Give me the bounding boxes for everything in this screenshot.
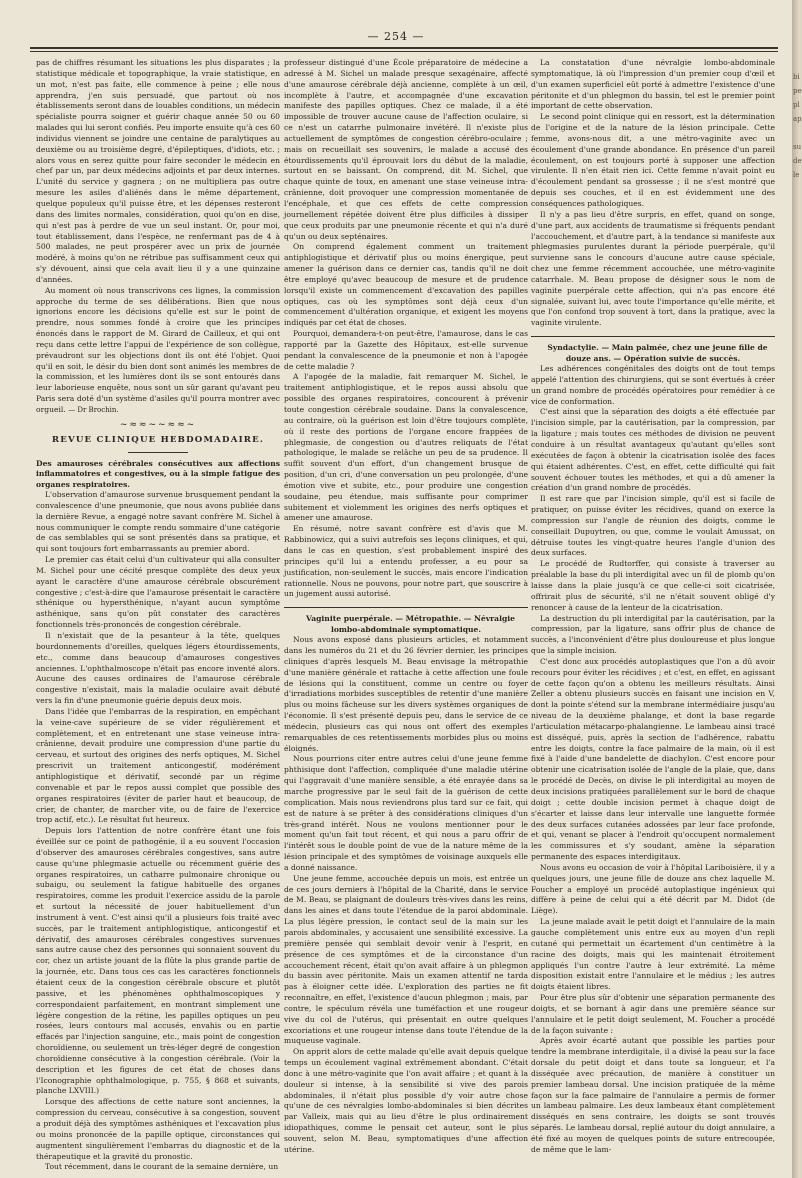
paragraph: Lorsque des affections de cette nature sont anciennes, la compression du cerveau, consécutive à sa congestion, souvent a produit déjà des symptômes asthéniques et l'excavation plus ou moins prononcée de la papille optique, circonstances qui augmentent singulièrement l'embarras du diagnostic et de la thérapeutique et la gravité du pronostic. [36, 1097, 280, 1161]
paragraph: On apprit alors de cette malade qu'elle avait depuis quelque temps un écoulement vaginal extrêmement abondant. C'était donc à une métro-vaginite que l'on avait affaire ; et quant à la douleur si intense, à la sensibilité si vive des parois abdominales, il n'était plus possible d'y voir autre chose qu'une de ces névralgies lombo-abdominales si bien décrites par Valleix, mais qui au lieu d'être le plus ordinairement idiopathiques, comme le pensait cet auteur, sont le plus souvent, selon M. Beau, symptomatiques d'une affection utérine. [284, 1047, 528, 1154]
paragraph: Le procédé de Rudtorffer, qui consiste à traverser au préalable la base du pli interdigital avec un fil de plomb qu'on laisse dans la plaie jusqu'à ce que celle-ci soit cicatrisée, offrirait plus de sécurité, s'il ne n'était souvent obligé d'y renoncer à cause de la lenteur de la cicatrisation. [531, 559, 775, 612]
paragraph [36, 286, 280, 416]
paragraph: Il est rare que par l'incision simple, qu'il est si facile de pratiquer, on puisse éviter les récidives, quand on exerce la compression sur l'angle de réunion des doigts, comme le conseillait Dupuytren, ou que, comme le voulait Amussat, on détruise toutes les vingt-quatre heures l'angle d'union des deux surfaces. [531, 494, 775, 558]
divider [284, 607, 528, 608]
paragraph: La jeune malade avait le petit doigt et l'annulaire de la main gauche complètement unis entre eux au moyen d'un repli cutané qui permettait un écartement d'un centimètre à la racine des doigts, mais qui les maintenait étroitement appliqués l'un contre l'autre à leur extrémité. La même disposition existait entre l'annulaire et le médius ; les autres doigts étaient libres. [531, 917, 775, 992]
paragraph: Il n'existait que de la pesanteur à la tête, quelques bourdonnements d'oreilles, quelques légers étourdissements, etc., comme dans beaucoup d'amauroses congestives anciennes. L'ophthalmoscope n'était pas encore inventé alors. Aucune des causes ordinaires de l'amaurose cérébrale congestive n'existait, mais la maladie oculaire avait débuté vers la fin d'une pneumonie guérie depuis deux mois. [36, 631, 280, 706]
divider [531, 336, 775, 337]
article-subhead: Des amauroses cérébrales consécutives aux affections inflammatoires et congestives, ou à la simple fatigue des organes respiratoires. [36, 458, 280, 489]
ornament-divider: ~≈≈~~≈≈~ [119, 419, 197, 430]
column-2 [284, 58, 528, 1156]
paragraph: En résumé, notre savant confrère est d'avis que M. Rabbinowicz, qui a suivi autrefois ses leçons cliniques, et qui, dans le cas en question, s'est probablement inspiré des principes qu'il lui a entendu professer, a eu pour sa justification, non-seulement le succès, mais encore l'indication rationnelle. Nous ne pouvons, pour notre part, que souscrire à un jugement aussi autorisé. [284, 524, 528, 599]
paragraph-text: Au moment où nous transcrivons ces lignes, la commission approche du terme de ses délibérations. Bien que nous ignorions encore les décisions qu'elle est sur le point de prendre, nous sommes fondé à croire que les principes énoncés dans le rapport de M. Girard de Cailleux, et qui ont reçu dans cette lettre l'appui de l'expérience de son collègue, prévaudront sur les objections dont ils ont été l'objet. Quoi qu'il en soit, le désir du bien dont sont animés les membres de la commission, et les lumières dont ils se sont entourés dans leur laborieuse enquête, nous sont un sûr garant qu'avant peu Paris sera doté d'un système d'asiles qu'il pourra montrer avec orgueil. [36, 285, 280, 414]
column-3 [531, 58, 775, 1156]
paragraph: L'observation d'amaurose survenue brusquement pendant la convalescence d'une pneumonie, que nous avons publiée dans la dernière Revue, a engagé notre savant confrère M. Sichel à nous communiquer le compte rendu sommaire d'une catégorie de cas semblables qui se sont présentés dans sa pratique, et qui sont toujours fort embarrassants au premier abord. [36, 490, 280, 554]
paragraph: C'est donc aux procédés autoplastiques que l'on a dû avoir recours pour éviter les récidives ; et c'est, en effet, en agissant de cette façon qu'on a obtenu les meilleurs résultats. Ainsi Zeller a obtenu plusieurs succès en faisant une incision en V, dont la pointe s'étend sur la membrane intermédiaire jusqu'au niveau de la deuxième phalange, et dont la base regarde l'articulation métacarpo-phalangienne. Le lambeau ainsi tracé est disséqué, puis, après la section de l'adhérence, rabattu entre les doigts, contre la face palmaire de la main, où il est fixé à l'aide d'une bandelette de diachylon. C'est encore pour obtenir une cicatrisation isolée de l'angle de la plaie, que, dans le procédé de Decès, on divise le pli interdigital au moyen de deux incisions pratiquées parallèlement sur le bord de chaque doigt ; cette double incision permet à chaque doigt de s'écarter et laisse dans leur intervalle une languette formée des deux surfaces cutanées adossées par leur face profonde, et qui, venant se placer à l'endroit qu'occupent normalement les commissures et s'y soudant, amène la séparation permanente des espaces interdigitaux. [531, 656, 775, 862]
page-number: — 254 — [367, 30, 425, 43]
paragraph: Le second point clinique qui en ressort, est la détermination de l'origine et de la nature de la lésion principale. Cette femme, avons-nous dit, a une métro-vaginite avec un écoulement d'une grande abondance. En présence d'un pareil écoulement, on est toujours porté à supposer une affection virulente. Il n'en était rien ici. Cette femme n'avait point eu d'écoulement pendant sa grossesse ; il ne s'est montré que depuis ses couches, et il en est évidemment une des conséquences pathologiques. [531, 112, 775, 208]
author-signature: — Dr Brochin. [68, 406, 119, 414]
paragraph: Le premier cas était celui d'un cultivateur qui alla consulter M. Sichel pour une cécité presque complète des deux yeux ayant le caractère d'une amaurose cérébrale obscurément congestive ; c'est-à-dire que l'amaurose présentait le caractère sthénique ou hypersthénique, n'ayant aucun symptôme asthénique, sans qu'on pût constater des caractères fonctionnels très-prononcés de congestion cérébrale. [36, 555, 280, 630]
paragraph: Nous avons exposé dans plusieurs articles, et notamment dans les numéros du 21 et du 26 février dernier, les principes cliniques d'après lesquels M. Beau envisage la métropathie d'une manière générale et rattache à cette affection une foule de lésions qui la constituent, comme un centre ou foyer d'irradiations morbides susceptibles de retentir d'une manière plus ou moins fâcheuse sur les divers systèmes organiques de l'économie. Il s'est présenté depuis peu, dans le service de ce médecin, plusieurs cas qui nous ont offert des exemples remarquables de ces retentissements morbides plus ou moins éloignés. [284, 635, 528, 753]
paragraph: Tout récemment, dans le courant de la semaine dernière, un [45, 1162, 279, 1172]
paragraph: Dans l'idée que l'embarras de la respiration, en empêchant la veine-cave supérieure de se vider régulièrement et complètement, et en entretenant une stase veineuse intra-crânienne, devait produire une compression d'une partie du cerveau, et surtout des origines des nerfs optiques, M. Sichel prescrivit un traitement anticongestif, modérément antiphlogistique et dérivatif, secondé par un régime convenable et par le repos aussi complet que possible des organes respiratoires (éviter de parler haut et beaucoup, de crier, de chanter, de marcher vite, ou de faire de l'exercice trop actif, etc.). Le résultat fut heureux. [36, 706, 280, 825]
paragraph: Nous avons eu occasion de voir à l'hôpital Lariboisière, il y a quelques jours, une jeune fille de douze ans chez laquelle M. Foucher a employé un procédé autoplastique ingénieux qui diffère à peine de celui qui a été décrit par M. Didot (de Liège). [531, 862, 775, 916]
paragraph: Nous pourrions citer entre autres celui d'une jeune femme phthisique dont l'affection, compliquée d'une maladie utérine qui l'aggravait d'une manière sensible, a été enrayée dans sa marche progressive par le seul fait de la guérison de cette complication. Mais nous reviendrons plus tard sur ce fait, qui est de nature à se prêter à des considérations cliniques d'un très-grand intérêt. Nous ne voulons mentionner pour le moment qu'un fait tout récent, et qui nous a paru offrir de l'intérêt sous le double point de vue de la nature même de la lésion principale et des symptômes de voisinage auxquels elle a donné naissance. [284, 754, 528, 872]
header-rule-thick [30, 47, 778, 49]
paragraph: La destruction du pli interdigital par la cautérisation, par la compression, par la ligature, sans offrir plus de chance de succès, a l'inconvénient d'être plus douloureuse et plus longue que la simple incision. [531, 613, 775, 656]
article-subhead: Vaginite puerpérale. — Métropathie. — Névralgie lombo-abdominale symptomatique. [306, 614, 515, 634]
adjacent-page-fragments: bi pe pl ap su de le [793, 73, 802, 179]
paragraph: Une jeune femme, accouchée depuis un mois, est entrée un de ces jours derniers à l'hôpital de la Charité, dans le service de M. Beau, se plaignant de douleurs très-vives dans les reins, dans les aines et dans toute l'étendue de la paroi abdominale. La plus légère pression, le contact seul de la main sur les parois abdominales, y accusaient une sensibilité excessive. La première pensée qui semblait devoir venir à l'esprit, en présence de ces symptômes et de la circonstance d'un accouchement récent, était qu'on avait affaire à un phlegmon du bassin avec péritonite. Mais un examen attentif ne tarda pas à éloigner cette idée. L'exploration des parties ne fit reconnaître, en effet, l'existence d'aucun phlegmon ; mais, par contre, le spéculum révéla une tuméfaction et une rougeur vive du col de l'utérus, qui présentait en outre quelques excoriations et une rougeur intense dans toute l'étendue de la muqueuse vaginale. [284, 873, 528, 1046]
article-subhead: Syndactylie. — Main palmée, chez une jeune fille de douze ans. — Opération suivie de succès. [547, 343, 768, 363]
header-rule-thin [30, 51, 778, 52]
paragraph: pas de chiffres résumant les situations les plus disparates ; la statistique médicale et topographique, la vraie statistique, en un mot, n'est pas faite, elle commence à peine ; elle nous apprendra, j'en suis persuadé, que partout où nos établissements seront dans de louables conditions, un médecin spécialiste pourra soigner et guérir chaque année 50 ou 60 malades qui lui seront confiés. Peu importe ensuite qu'à ces 60 individus viennent se joindre une centaine de paralytiques au deuxième ou au troisième degré, d'épileptiques, d'idiots, etc. ; alors vous en serez quitte pour faire seconder le médecin en chef par un, par deux médecins adjoints et par deux internes. L'unité du service y gagnera ; on ne multipliera pas outre mesure les asiles d'aliénés dans le même département, quelque populeux qu'il puisse être, et les dépenses resteront dans des limites normales, considération, quoi qu'on en dise, qui n'est pas à perdre de vue un seul instant. Or, pour moi, tout établissement, dans l'espèce, ne renfermant pas de 4 à 500 malades, ne peut prospérer avec un prix de journée modéré, à moins qu'on ne rétribue pas suffisamment ceux qui s'y dévouent, ainsi que cela avait lieu il y a une quinzaine d'années. [36, 58, 280, 284]
paragraph: Les adhérences congénitales des doigts ont de tout temps appelé l'attention des chirurgiens, qui se sont évertués à créer un grand nombre de procédés opératoires pour remédier à ce vice de conformation. [531, 364, 775, 406]
column-1 [36, 58, 280, 1173]
paragraph: On comprend également comment un traitement antiphlogistique et dérivatif plus ou moins énergique, peut amener la guérison dans ce dernier cas, tandis qu'il ne doit être employé qu'avec beaucoup de mesure et de prudence lorsqu'il existe un commencement d'excavation des papilles optiques, cas où les symptômes sont déjà ceux d'un commencement d'ultération organique, et exigent les moyens indiqués par cet état de choses. [284, 242, 528, 328]
section-title: REVUE CLINIQUE HEBDOMADAIRE. [51, 434, 265, 445]
paragraph: A l'apogée de la maladie, fait remarquer M. Sichel, le traitement antiphlogistique, et le repos aussi absolu que possible des organes respiratoires, concourent à prévenir toute congestion cérébrale soudaine. Dans la convalescence, au contraire, où la guérison est loin d'être toujours complète, où il reste des portions de l'organe encore frappées de phlegmasie, de congestion ou d'autres reliquats de l'état pathologique, le malade se relâche un peu de sa prudence. Il suffit souvent d'un effort, d'un changement brusque de position, d'un cri, d'une conversation un peu prolongée, d'une émotion vive et subite, etc., pour produire une congestion soudaine, peu étendue, mais suffisante pour comprimer subitement et violemment les origines des nerfs optiques et amener une amaurose. [284, 372, 528, 523]
paragraph: C'est ainsi que la séparation des doigts a été effectuée par l'incision simple, par la cautérisation, par la compression, par la ligature ; mais toutes ces méthodes de division ne peuvent conduire à un résultat avantageux qu'autant qu'elles sont exécutées de façon à obtenir la cicatrisation isolée des faces qui étaient adhérentes. C'est, en effet, cette difficulté qui fait souvent échouer toutes les méthodes, et qui a dû amener la création d'un grand nombre de procédés. [531, 407, 775, 493]
paragraph: professeur distingué d'une École préparatoire de médecine a adressé à M. Sichel un malade presque sexagénaire, affecté d'une amaurose cérébrale déjà ancienne, complète à un œil, incomplète à l'autre, et accompagnée d'une excavation manifeste des papilles optiques. Chez ce malade, il a été impossible de trouver aucune cause de l'affection oculaire, si ce n'est un catarrhe pulmonaire invétéré. Il n'existe plus actuellement de symptômes de congestion cérébro-oculaire ; mais on recueillait ses souvenirs, le malade a accusé des étourdissements qu'il éprouvait lors du début de la maladie, surtout en se baissant. On comprend, dit M. Sichel, que chaque quinte de toux, en amenant une stase veineuse intra-crânienne, doit provoquer une compression momentanée de l'encéphale, et que ces effets de cette compression journellement répétée doivent être plus difficiles à dissiper que ceux produits par une pneumonie récente et qui n'a duré qu'un ou deux septénaires. [284, 58, 528, 241]
paragraph: La constatation d'une névralgie lombo-abdominale symptomatique, là où l'impression d'un premier coup d'œil et d'un examen superficiel eût porté à admettre l'existence d'une péritonite et d'un phlegmon du bassin, tel est le premier point important de cette observation. [531, 58, 775, 111]
divider [128, 452, 188, 453]
paragraph: Pour être plus sûr d'obtenir une séparation permanente des doigts, et se bornant à agir dans une première séance sur l'annulaire et le petit doigt seulement, M. Foucher a procédé de la façon suivante : [531, 993, 775, 1035]
paragraph: Pourquoi, demandera-t-on peut-être, l'amaurose, dans le cas rapporté par la Gazette des Hôpitaux, est-elle survenue pendant la convalescence de la pneumonie et non à l'apogée de cette maladie ? [284, 329, 528, 371]
paragraph: Depuis lors l'attention de notre confrère étant une fois éveillée sur ce point de pathogénie, il a eu souvent l'occasion d'observer des amauroses cérébrales congestives, sans autre cause qu'une phlegmasie actuelle ou récemment guérie des organes respiratoires, un catharre pulmonaire chronique ou subaigu, ou seulement la fatigue habituelle des organes respiratoires, comme les produit l'exercice assidu de la parole et surtout la nécessité de jouer habituellement d'un instrument à vent. C'est ainsi qu'il a plusieurs fois traité avec succès, par le traitement antiphlogistique, anticongestif et dérivatif, des amauroses cérébrales congestives survenues sans autre cause chez des personnes qui sonnaient souvent du cor, chez un artiste jouant de la flûte la plus grande partie de la journée, etc. Dans tous ces cas les caractères fonctionnels étaient ceux de la congestion cérébrale obscure et plutôt passive, et les phénomènes ophthalmoscopiques y correspondaient parfaitement, en montrant simplement une légère congestion de la rétine, les papilles optiques un peu rosées, leurs contours mal accusés, envahis ou en partie effacés par l'injection sanguine, etc., mais point de congestion choroïdienne, ou seulement un très-léger degré de congestion choroïdienne consécutive à la congestion cérébrale. (Voir la description et les figures de cet état de choses dans l'Iconographie ophthalmologique, p. 755, § 868 et suivants, planche LXVIII.) [36, 826, 280, 1096]
paragraph: Il n'y a pas lieu d'être surpris, en effet, quand on songe, d'une part, aux accidents de traumatisme si fréquents pendant l'accouchement, et d'autre part, à la tendance si manifeste aux phlegmasies purulentes durant la période puerpérale, qu'il survienne sans le concours d'aucune autre cause spéciale, chez une femme récemment accouchée, une métro-vaginite catarrhale. M. Beau propose de désigner sous le nom de vaginite puerpérale cette affection, qui n'a pas encore été signalée, suivant lui, avec toute l'importance qu'elle mérite, et que l'on confond trop souvent à tort, dans la pratique, avec la vaginite virulente. [531, 209, 775, 328]
paragraph: Après avoir écarté autant que possible les parties pour tendre la membrane interdigitale, il a divisé la peau sur la face dorsale du petit doigt et dans toute sa longueur, et l'a disséquée avec précaution, de manière à constituer un premier lambeau dorsal. Une incision pratiquée de la même façon sur la face palmaire de l'annulaire a permis de former un lambeau palmaire. Les deux lambeaux étant complètement disséqués en sens contraire, les doigts se sont trouvés séparés. Le lambeau dorsal, replié autour du doigt annulaire, a été fixé au moyen de quelques points de suture entrecoupée, de même que le lam- [531, 1036, 775, 1154]
